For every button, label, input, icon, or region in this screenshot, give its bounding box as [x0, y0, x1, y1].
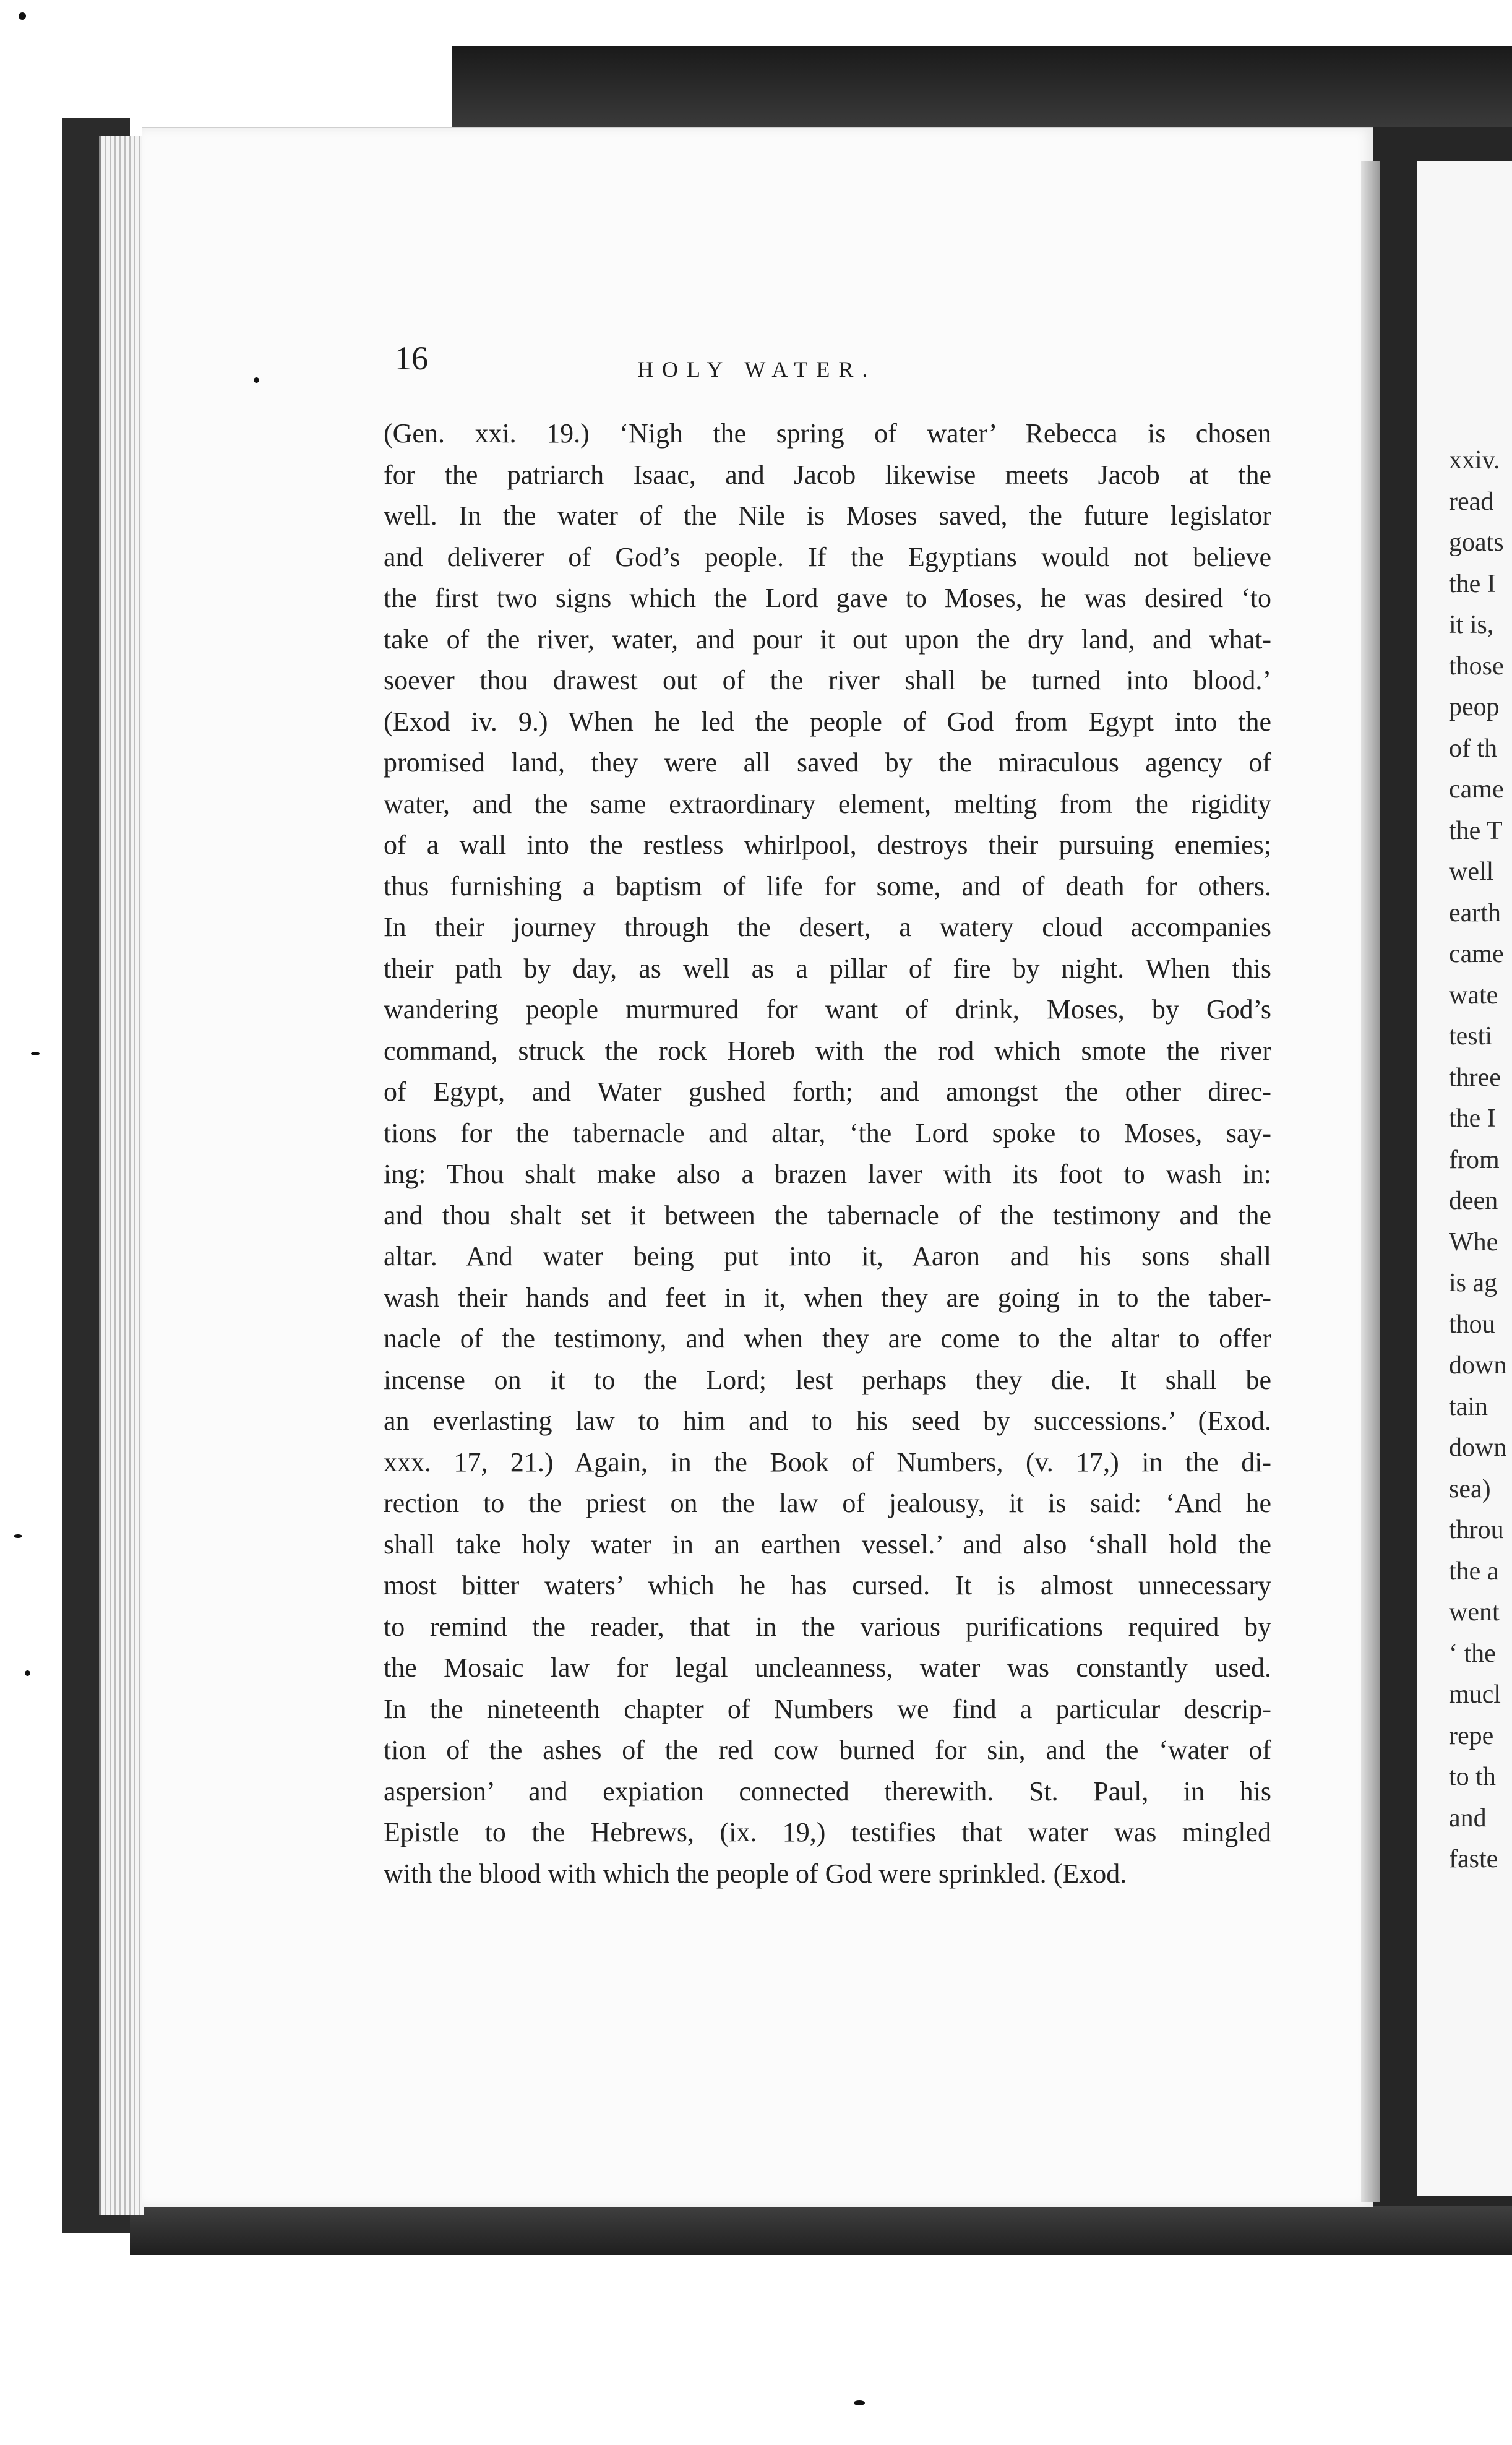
text-line: tion of the ashes of the red cow burned for sin, and the ‘water of — [384, 1735, 1271, 1765]
facing-page-fragment: is ag — [1449, 1269, 1498, 1297]
facing-page-fragment: the T — [1449, 816, 1503, 845]
book-page-right-partial — [1417, 161, 1512, 2196]
facing-page-fragment: sea) — [1449, 1474, 1491, 1503]
book-gutter — [1361, 161, 1380, 2202]
page-number: 16 — [395, 340, 428, 377]
facing-page-fragment: three — [1449, 1063, 1501, 1092]
text-line: Epistle to the Hebrews, (ix. 19,) testifies that water was mingled — [384, 1817, 1271, 1847]
text-line: xxx. 17, 21.) Again, in the Book of Numbers, (v. 17,) in the di- — [384, 1446, 1271, 1477]
text-line: of a wall into the restless whirlpool, destroys their pursuing enemies; — [384, 830, 1271, 860]
text-line: most bitter waters’ which he has cursed. It is almost unnecessary — [384, 1570, 1271, 1601]
facing-page-fragment: thou — [1449, 1310, 1495, 1339]
facing-page-fragment: peop — [1449, 693, 1500, 721]
text-line: nacle of the testimony, and when they are come to the altar to offer — [384, 1323, 1271, 1354]
text-line: the Mosaic law for legal uncleanness, water was constantly used. — [384, 1652, 1271, 1683]
facing-page-fragment: xxiv. — [1449, 446, 1500, 475]
running-head: HOLY WATER. — [637, 357, 877, 382]
text-line: soever thou drawest out of the river shall be turned into blood.’ — [384, 665, 1271, 695]
facing-page-fragment: those — [1449, 651, 1504, 681]
text-line: (Exod iv. 9.) When he led the people of God from Egypt into the — [384, 706, 1271, 737]
text-line: of Egypt, and Water gushed forth; and amongst the other direc- — [384, 1076, 1271, 1107]
text-line: for the patriarch Isaac, and Jacob likewise meets Jacob at the — [384, 459, 1271, 490]
facing-page-fragment: tain — [1449, 1392, 1488, 1421]
text-line: the first two signs which the Lord gave to Moses, he was desired ‘to — [384, 583, 1271, 613]
text-line: tions for the tabernacle and altar, ‘the Lord spoke to Moses, say- — [384, 1117, 1271, 1148]
text-line: (Gen. xxi. 19.) ‘Nigh the spring of water’ Rebecca is chosen — [384, 418, 1271, 449]
text-line: well. In the water of the Nile is Moses saved, the future legislator — [384, 501, 1271, 531]
facing-page-fragment: earth — [1449, 898, 1501, 927]
facing-page-fragment: mucl — [1449, 1680, 1501, 1709]
text-line: water, and the same extraordinary element, melting from the rigidity — [384, 788, 1271, 819]
text-line: wandering people murmured for want of drink, Moses, by God’s — [384, 994, 1271, 1025]
text-line: their path by day, as well as a pillar of fire by night. When this — [384, 953, 1271, 984]
facing-page-fragment: repe — [1449, 1721, 1494, 1750]
facing-page-fragment: faste — [1449, 1845, 1498, 1873]
facing-page-fragment: wate — [1449, 981, 1498, 1010]
facing-page-fragment: goats — [1449, 528, 1504, 557]
text-line: promised land, they were all saved by the miraculous agency of — [384, 747, 1271, 778]
scan-speck — [19, 12, 26, 20]
facing-page-fragment: the I — [1449, 1104, 1496, 1133]
book-page-edges — [99, 136, 144, 2215]
facing-page-fragment: Whe — [1449, 1227, 1498, 1257]
scan-speck — [31, 1052, 40, 1055]
facing-page-fragment: the a — [1449, 1557, 1499, 1586]
text-line: aspersion’ and expiation connected therewith. St. Paul, in his — [384, 1776, 1271, 1807]
text-line: wash their hands and feet in it, when they are going in to the taber- — [384, 1282, 1271, 1313]
scan-speck — [854, 2400, 865, 2405]
text-line: rection to the priest on the law of jealousy, it is said: ‘And he — [384, 1488, 1271, 1518]
facing-page-fragment: read — [1449, 487, 1494, 516]
text-line: and deliverer of God’s people. If the Egyptians would not believe — [384, 541, 1271, 572]
scan-speck — [14, 1534, 22, 1538]
text-line: ing: Thou shalt make also a brazen laver with its foot to wash in: — [384, 1159, 1271, 1189]
facing-page-fragment: testi — [1449, 1022, 1492, 1051]
facing-page-fragment: came — [1449, 775, 1504, 804]
facing-page-fragment: to th — [1449, 1763, 1496, 1791]
text-line: shall take holy water in an earthen vessel.’ and also ‘shall hold the — [384, 1529, 1271, 1560]
text-line: In the nineteenth chapter of Numbers we find a particular descrip- — [384, 1693, 1271, 1724]
facing-page-fragment: came — [1449, 940, 1504, 968]
facing-page-fragment: and — [1449, 1803, 1487, 1833]
facing-page-fragment: throu — [1449, 1516, 1504, 1544]
facing-page-fragment: went — [1449, 1598, 1500, 1626]
text-line: with the blood with which the people of God were sprinkled. (Exod. — [384, 1858, 1127, 1889]
text-line: incense on it to the Lord; lest perhaps they die. It shall be — [384, 1364, 1271, 1395]
scan-speck — [254, 377, 259, 383]
text-line: altar. And water being put into it, Aaron and his sons shall — [384, 1241, 1271, 1271]
facing-page-fragment: of th — [1449, 734, 1498, 763]
text-line: thus furnishing a baptism of life for some, and of death for others. — [384, 870, 1271, 901]
facing-page-fragment: well — [1449, 857, 1494, 886]
scan-speck — [25, 1670, 30, 1676]
text-line: to remind the reader, that in the various purifications required by — [384, 1611, 1271, 1642]
scan-background-bottom — [130, 2199, 1512, 2255]
facing-page-fragment: the I — [1449, 569, 1496, 598]
scan-background-top — [452, 46, 1512, 127]
text-line: In their journey through the desert, a watery cloud accompanies — [384, 912, 1271, 942]
facing-page-fragment: down — [1449, 1351, 1507, 1380]
text-line: command, struck the rock Horeb with the rod which smote the river — [384, 1035, 1271, 1066]
facing-page-fragment: ‘ the — [1449, 1639, 1496, 1668]
text-line: take of the river, water, and pour it out upon the dry land, and what- — [384, 624, 1271, 655]
facing-page-fragment: deen — [1449, 1187, 1498, 1215]
facing-page-fragment: from — [1449, 1145, 1500, 1174]
text-line: and thou shalt set it between the tabernacle of the testimony and the — [384, 1200, 1271, 1231]
facing-page-fragment: down — [1449, 1433, 1507, 1462]
facing-page-fragment: it is, — [1449, 611, 1494, 639]
text-line: an everlasting law to him and to his seed by successions.’ (Exod. — [384, 1406, 1271, 1436]
body-text — [384, 413, 1271, 1894]
